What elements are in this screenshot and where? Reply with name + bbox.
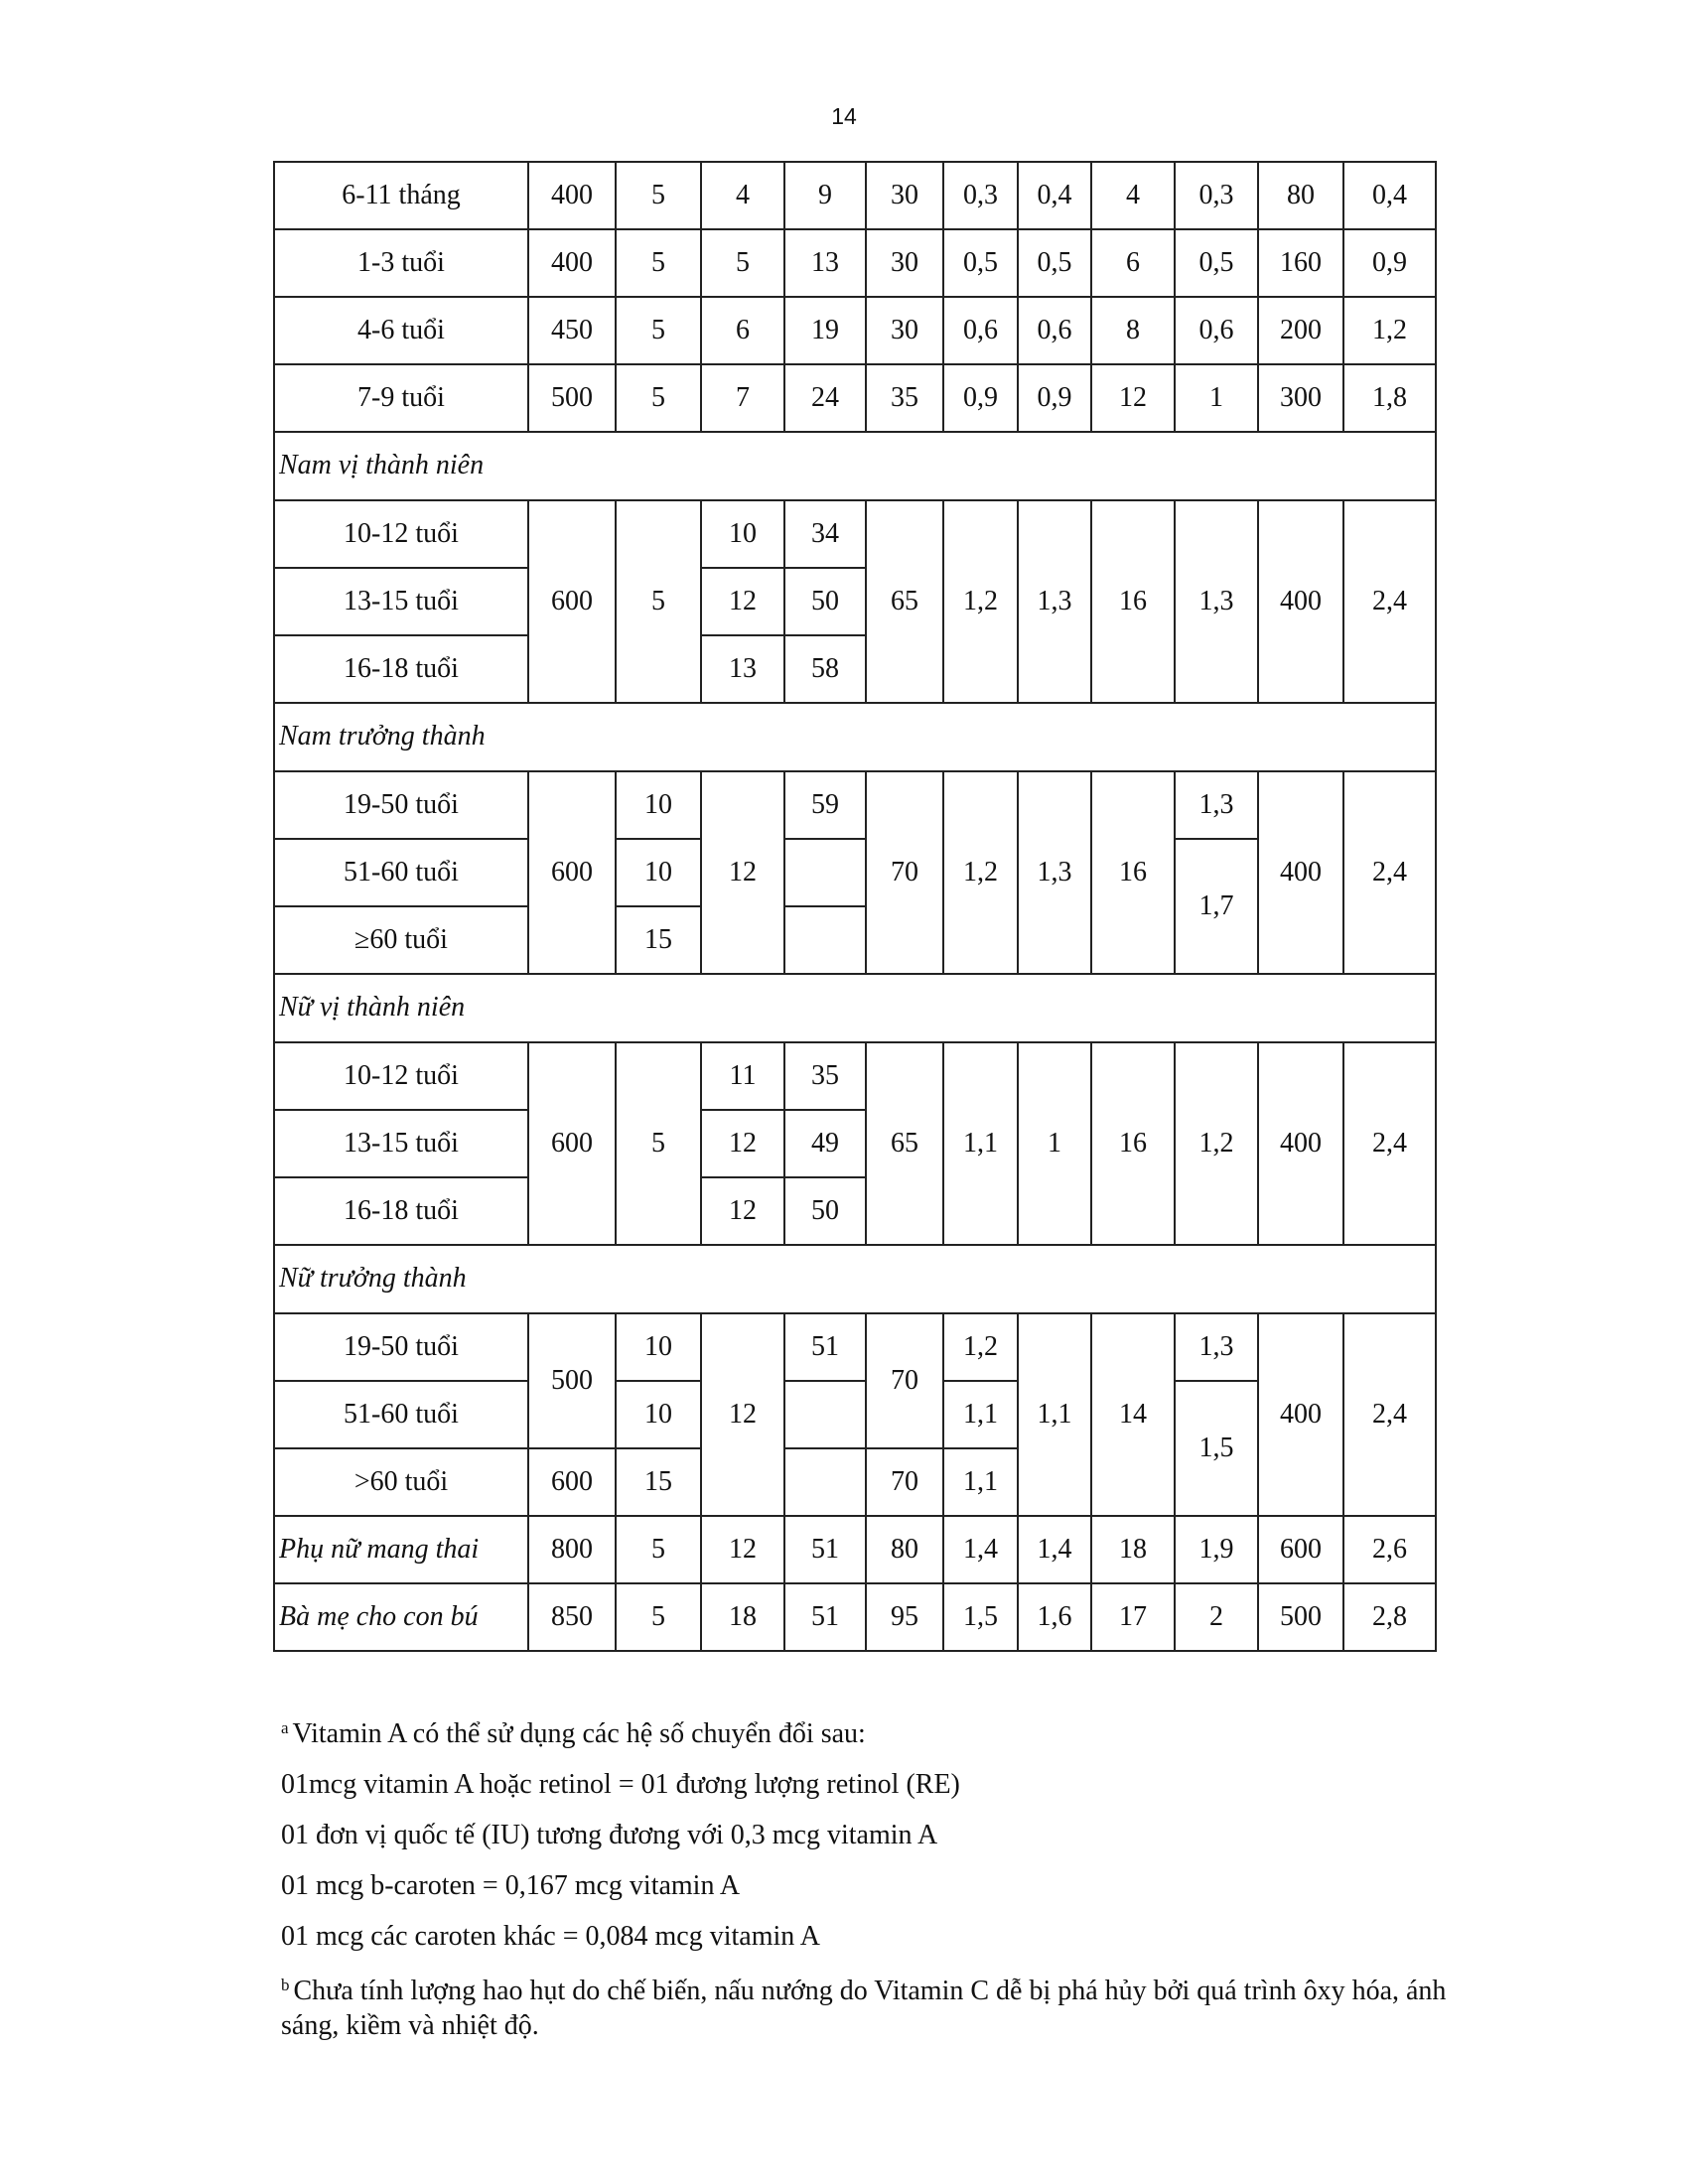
cell: 30	[866, 297, 943, 364]
cell: 5	[616, 1583, 701, 1651]
cell: 0,5	[1175, 229, 1258, 297]
cell: 5	[616, 162, 701, 229]
cell: 6	[701, 297, 784, 364]
cell: 200	[1258, 297, 1343, 364]
cell: 5	[701, 229, 784, 297]
cell: 1,3	[1018, 500, 1091, 703]
cell: 49	[784, 1110, 866, 1177]
cell: 12	[701, 1516, 784, 1583]
cell: 14	[1091, 1313, 1175, 1516]
row-label: 16-18 tuổi	[274, 1177, 528, 1245]
group-title: Nam vị thành niên	[274, 432, 1436, 500]
cell: 12	[701, 568, 784, 635]
footnote-a-text: Vitamin A có thể sử dụng các hệ số chuyển đổi sau:	[292, 1718, 866, 1749]
group-header-row	[274, 974, 1436, 1042]
cell: 1,2	[943, 500, 1018, 703]
cell: 1,6	[1018, 1583, 1091, 1651]
cell: 500	[528, 364, 616, 432]
cell: 58	[784, 635, 866, 703]
footnote-line: 01 đơn vị quốc tế (IU) tương đương với 0,3 mcg vitamin A	[281, 1820, 938, 1850]
table-row	[274, 1516, 1436, 1583]
cell: 16	[1091, 500, 1175, 703]
cell: 30	[866, 162, 943, 229]
cell: 1,5	[1175, 1381, 1258, 1516]
row-label: 51-60 tuổi	[274, 839, 528, 906]
cell: 1	[1018, 1042, 1091, 1245]
cell: 80	[1258, 162, 1343, 229]
cell: 0,9	[1018, 364, 1091, 432]
table-row	[274, 1313, 1436, 1381]
cell: 600	[528, 500, 616, 703]
cell: 95	[866, 1583, 943, 1651]
cell: 2,6	[1343, 1516, 1436, 1583]
cell: 1,1	[1018, 1313, 1091, 1516]
cell: 5	[616, 1516, 701, 1583]
cell: 0,6	[1018, 297, 1091, 364]
cell: 1,2	[943, 771, 1018, 974]
cell: 5	[616, 297, 701, 364]
cell: 8	[1091, 297, 1175, 364]
cell: 65	[866, 1042, 943, 1245]
footnote-line: 01mcg vitamin A hoặc retinol = 01 đương lượng retinol (RE)	[281, 1769, 960, 1800]
empty-cell	[784, 906, 866, 974]
row-label: 16-18 tuổi	[274, 635, 528, 703]
cell: 0,6	[1175, 297, 1258, 364]
footnotes	[281, 1703, 1463, 2043]
cell: 400	[1258, 1313, 1343, 1516]
cell: 10	[616, 1313, 701, 1381]
cell: 0,4	[1018, 162, 1091, 229]
table-row	[274, 364, 1436, 432]
cell: 65	[866, 500, 943, 703]
cell: 4	[1091, 162, 1175, 229]
cell: 1,7	[1175, 839, 1258, 974]
cell: 1	[1175, 364, 1258, 432]
cell: 12	[701, 771, 784, 974]
cell: 80	[866, 1516, 943, 1583]
group-title: Nữ trưởng thành	[274, 1245, 1436, 1313]
cell: 12	[701, 1110, 784, 1177]
cell: 50	[784, 1177, 866, 1245]
cell: 16	[1091, 1042, 1175, 1245]
cell: 70	[866, 771, 943, 974]
cell: 24	[784, 364, 866, 432]
cell: 2,4	[1343, 1313, 1436, 1516]
cell: 13	[701, 635, 784, 703]
group-header-row	[274, 432, 1436, 500]
cell: 59	[784, 771, 866, 839]
cell: 5	[616, 1042, 701, 1245]
row-label: Bà mẹ cho con bú	[274, 1583, 528, 1651]
cell: 2,8	[1343, 1583, 1436, 1651]
cell: 1,3	[1175, 500, 1258, 703]
row-label: 6-11 tháng	[274, 162, 528, 229]
footnote-line: 01 mcg các caroten khác = 0,084 mcg vitamin A	[281, 1921, 820, 1952]
group-header-row	[274, 703, 1436, 771]
row-label: ≥60 tuổi	[274, 906, 528, 974]
table-row	[274, 1583, 1436, 1651]
cell: 500	[528, 1313, 616, 1448]
cell: 1,1	[943, 1381, 1018, 1448]
cell: 400	[1258, 771, 1343, 974]
cell: 18	[701, 1583, 784, 1651]
cell: 0,5	[943, 229, 1018, 297]
cell: 400	[1258, 500, 1343, 703]
cell: 1,4	[1018, 1516, 1091, 1583]
cell: 0,6	[943, 297, 1018, 364]
group-header-row	[274, 1245, 1436, 1313]
cell: 16	[1091, 771, 1175, 974]
cell: 2,4	[1343, 500, 1436, 703]
cell: 10	[616, 771, 701, 839]
cell: 19	[784, 297, 866, 364]
footnote-line: 01 mcg b-caroten = 0,167 mcg vitamin A	[281, 1870, 741, 1901]
cell: 300	[1258, 364, 1343, 432]
cell: 7	[701, 364, 784, 432]
empty-cell	[784, 1448, 866, 1516]
cell: 10	[616, 1381, 701, 1448]
row-label: 13-15 tuổi	[274, 1110, 528, 1177]
cell: 2,4	[1343, 1042, 1436, 1245]
cell: 500	[1258, 1583, 1343, 1651]
footnote-b-marker: b	[281, 1976, 290, 1994]
cell: 1,3	[1175, 771, 1258, 839]
cell: 1,1	[943, 1042, 1018, 1245]
cell: 600	[528, 1448, 616, 1516]
row-label: Phụ nữ mang thai	[274, 1516, 528, 1583]
cell: 2	[1175, 1583, 1258, 1651]
cell: 1,9	[1175, 1516, 1258, 1583]
cell: 1,4	[943, 1516, 1018, 1583]
cell: 600	[528, 1042, 616, 1245]
cell: 12	[701, 1177, 784, 1245]
table-row	[274, 500, 1436, 568]
cell: 1,2	[1175, 1042, 1258, 1245]
footnote-b	[281, 1968, 1463, 2043]
cell: 0,3	[943, 162, 1018, 229]
cell: 450	[528, 297, 616, 364]
row-label: 19-50 tuổi	[274, 1313, 528, 1381]
cell: 600	[528, 771, 616, 974]
table-row	[274, 229, 1436, 297]
cell: 30	[866, 229, 943, 297]
cell: 70	[866, 1313, 943, 1448]
cell: 50	[784, 568, 866, 635]
table-row	[274, 297, 1436, 364]
row-label: >60 tuổi	[274, 1448, 528, 1516]
cell: 600	[1258, 1516, 1343, 1583]
row-label: 1-3 tuổi	[274, 229, 528, 297]
page-number: 14	[831, 103, 857, 129]
footnote-a-marker: a	[281, 1718, 289, 1737]
cell: 51	[784, 1516, 866, 1583]
cell: 18	[1091, 1516, 1175, 1583]
empty-cell	[784, 839, 866, 906]
cell: 35	[866, 364, 943, 432]
cell: 400	[528, 229, 616, 297]
cell: 4	[701, 162, 784, 229]
cell: 1,8	[1343, 364, 1436, 432]
row-label: 4-6 tuổi	[274, 297, 528, 364]
table-row	[274, 1042, 1436, 1110]
cell: 1,1	[943, 1448, 1018, 1516]
cell: 12	[701, 1313, 784, 1516]
cell: 0,5	[1018, 229, 1091, 297]
cell: 1,2	[1343, 297, 1436, 364]
cell: 0,9	[943, 364, 1018, 432]
table-row	[274, 162, 1436, 229]
cell: 51	[784, 1313, 866, 1381]
cell: 0,4	[1343, 162, 1436, 229]
cell: 0,3	[1175, 162, 1258, 229]
cell: 11	[701, 1042, 784, 1110]
row-label: 7-9 tuổi	[274, 364, 528, 432]
cell: 1,3	[1018, 771, 1091, 974]
cell: 850	[528, 1583, 616, 1651]
cell: 1,5	[943, 1583, 1018, 1651]
footnote-b-text: Chưa tính lượng hao hụt do chế biến, nấu nướng do Vitamin C dễ bị phá hủy bởi quá trình ôxy hóa, ánh sáng, kiềm và nhiệt độ.	[281, 1976, 1447, 2041]
cell: 51	[784, 1583, 866, 1651]
cell: 17	[1091, 1583, 1175, 1651]
cell: 400	[528, 162, 616, 229]
cell: 13	[784, 229, 866, 297]
cell: 0,9	[1343, 229, 1436, 297]
group-title: Nam trưởng thành	[274, 703, 1436, 771]
cell: 10	[701, 500, 784, 568]
empty-cell	[784, 1381, 866, 1448]
nutrient-table	[273, 161, 1437, 1652]
table-row	[274, 771, 1436, 839]
cell: 34	[784, 500, 866, 568]
cell: 5	[616, 500, 701, 703]
cell: 800	[528, 1516, 616, 1583]
row-label: 13-15 tuổi	[274, 568, 528, 635]
row-label: 10-12 tuổi	[274, 500, 528, 568]
cell: 35	[784, 1042, 866, 1110]
group-title: Nữ vị thành niên	[274, 974, 1436, 1042]
cell: 70	[866, 1448, 943, 1516]
row-label: 10-12 tuổi	[274, 1042, 528, 1110]
cell: 1,3	[1175, 1313, 1258, 1381]
cell: 6	[1091, 229, 1175, 297]
cell: 2,4	[1343, 771, 1436, 974]
row-label: 19-50 tuổi	[274, 771, 528, 839]
cell: 9	[784, 162, 866, 229]
cell: 15	[616, 1448, 701, 1516]
cell: 400	[1258, 1042, 1343, 1245]
cell: 12	[1091, 364, 1175, 432]
cell: 10	[616, 839, 701, 906]
cell: 15	[616, 906, 701, 974]
cell: 5	[616, 229, 701, 297]
cell: 5	[616, 364, 701, 432]
footnote-a	[281, 1703, 1463, 1759]
row-label: 51-60 tuổi	[274, 1381, 528, 1448]
cell: 160	[1258, 229, 1343, 297]
cell: 1,2	[943, 1313, 1018, 1381]
